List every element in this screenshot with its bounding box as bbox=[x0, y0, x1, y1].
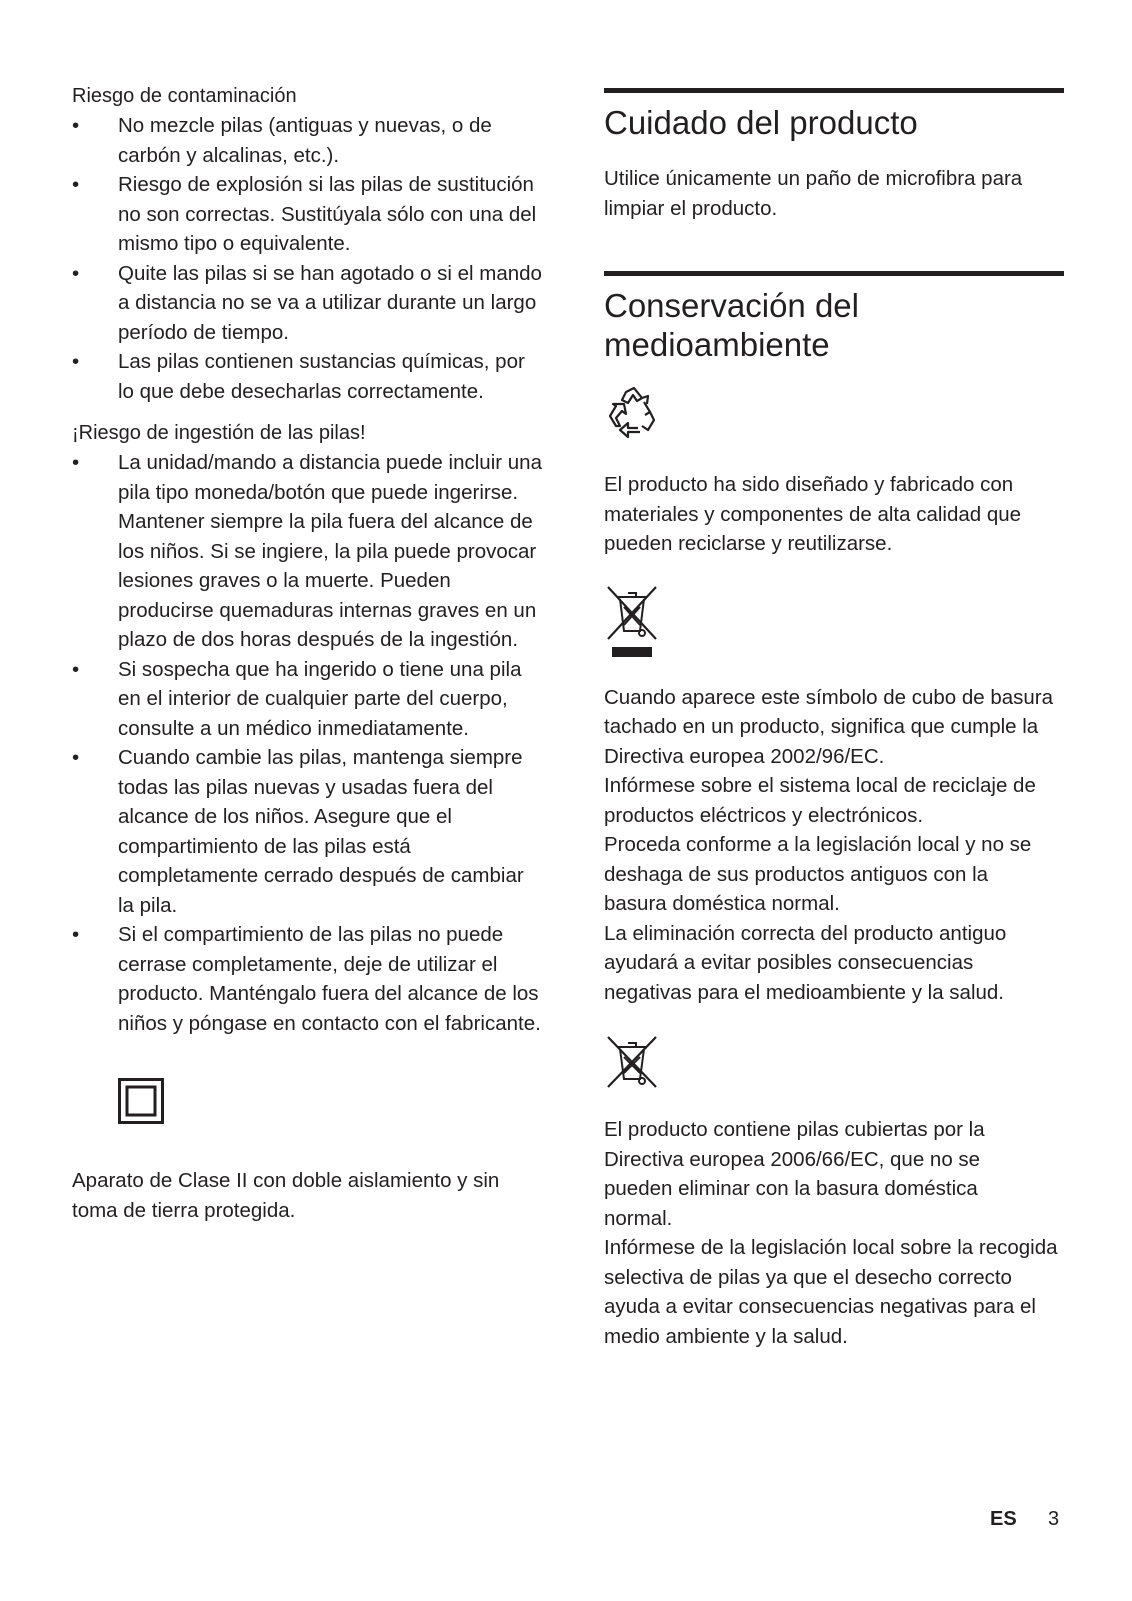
list-item: • Las pilas contienen sustancias químicas, por lo que debe desecharlas correctamente. bbox=[72, 347, 542, 406]
ingestion-heading: ¡Riesgo de ingestión de las pilas! bbox=[72, 422, 366, 444]
class-ii-double-square-icon bbox=[118, 1078, 164, 1124]
language-code: ES bbox=[990, 1508, 1017, 1530]
list-item: • La unidad/mando a distancia puede incluir una pila tipo moneda/botón que puede ingerirse. Mantener siempre la pila fuera del alcance de los niños. Si se ingiere, la pila puede provocar lesiones graves o la muerte. Pueden producirse quemaduras internas graves en un plazo de dos horas después de la ingestión. bbox=[72, 448, 542, 655]
weee-paragraph: Proceda conforme a la legislación local y no se deshaga de sus productos antiguos con la basura doméstica normal. bbox=[604, 833, 1032, 915]
care-title: Cuidado del producto bbox=[604, 104, 918, 141]
weee-paragraph: Cuando aparece este símbolo de cubo de basura tachado en un producto, significa que cumple la Directiva europea 2002/96/EC. bbox=[604, 685, 1054, 768]
list-item: • No mezcle pilas (antiguas y nuevas, o de carbón y alcalinas, etc.). bbox=[72, 111, 542, 170]
battery-text bbox=[604, 1115, 1064, 1351]
right-column bbox=[604, 88, 1064, 1351]
environment-title-line: Conservación del bbox=[604, 287, 859, 324]
ingestion-list bbox=[72, 448, 542, 1038]
battery-paragraph: Infórmese de la legislación local sobre la recogida selectiva de pilas ya que el desecho correcto ayuda a evitar consecuencias negativas para el medio ambiente y la salud. bbox=[604, 1236, 1058, 1348]
list-item: • Si el compartimiento de las pilas no puede cerrase completamente, deje de utilizar el producto. Manténgalo fuera del alcance de los niños y póngase en contacto con el fabricante. bbox=[72, 920, 542, 1038]
page-number: 3 bbox=[1048, 1508, 1060, 1530]
recycle-icon bbox=[604, 384, 664, 444]
weee-paragraph: Infórmese sobre el sistema local de reciclaje de productos eléctricos y electrónicos. bbox=[604, 774, 1036, 827]
care-text: Utilice únicamente un paño de microfibra para limpiar el producto. bbox=[604, 167, 1023, 220]
list-item: • Si sospecha que ha ingerido o tiene una pila en el interior de cualquier parte del cuerpo, consulte a un médico inmediatamente. bbox=[72, 655, 542, 744]
left-column bbox=[72, 82, 542, 1225]
weee-paragraph: La eliminación correcta del producto antiguo ayudará a evitar posibles consecuencias negativas para el medioambiente y la salud. bbox=[604, 921, 1007, 1004]
list-item: • Quite las pilas si se han agotado o si el mando a distancia no se va a utilizar durante un largo período de tiempo. bbox=[72, 259, 542, 348]
list-item: • Cuando cambie las pilas, mantenga siempre todas las pilas nuevas y usadas fuera del alcance de los niños. Asegure que el compartimiento de las pilas está completamente cerrado después de cambiar la pila. bbox=[72, 743, 542, 920]
environment-title bbox=[604, 286, 1064, 364]
list-item: • Riesgo de explosión si las pilas de sustitución no son correctas. Sustitúyala sólo con una del mismo tipo o equivalente. bbox=[72, 170, 542, 259]
environment-title-line: medioambiente bbox=[604, 326, 830, 363]
contamination-list bbox=[72, 111, 542, 406]
crossed-bin-icon bbox=[604, 1033, 660, 1089]
class-ii-text: Aparato de Clase II con doble aislamiento y sin toma de tierra protegida. bbox=[72, 1169, 500, 1222]
section-rule bbox=[604, 88, 1064, 93]
crossed-bin-with-bar-icon bbox=[604, 583, 660, 659]
section-rule bbox=[604, 271, 1064, 276]
contamination-heading: Riesgo de contaminación bbox=[72, 85, 297, 107]
weee-text bbox=[604, 683, 1064, 1008]
battery-paragraph: El producto contiene pilas cubiertas por la Directiva europea 2006/66/EC, que no se pueden eliminar con la basura doméstica normal. bbox=[604, 1118, 985, 1230]
recycle-text: El producto ha sido diseñado y fabricado con materiales y componentes de alta calidad que pueden reciclarse y reutilizarse. bbox=[604, 473, 1022, 555]
